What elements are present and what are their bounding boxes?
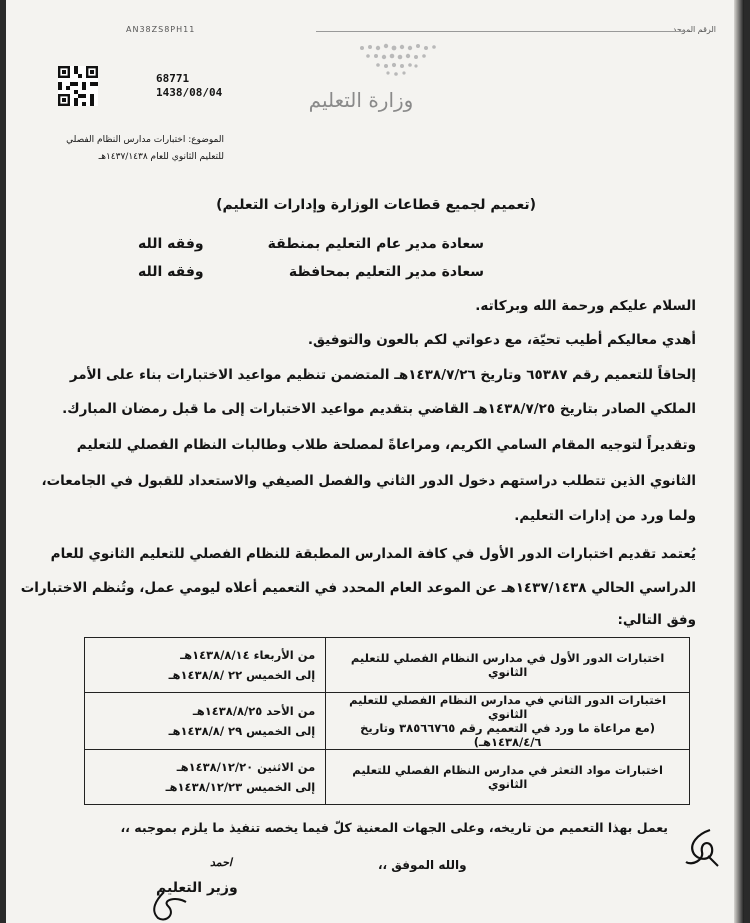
initials-scribble-icon	[680, 826, 722, 870]
paragraph-2-line-2: الثانوي الذين تتطلب دراستهم دخول الدور الثاني والفصل الصيفي والاستعداد للقبول في الجامعات،	[41, 473, 696, 489]
paragraph-1-line-2: الملكي الصادر بتاريخ ١٤٣٨/٧/٢٥هـ القاضي بتقديم مواعيد الاختبارات إلى ما قبل رمضان المبارك.	[62, 401, 696, 417]
exam-name: اختبارات الدور الثاني في مدارس النظام الفصلي للتعليم الثانوي	[349, 693, 667, 721]
exam-to-date: إلى الخميس ١٤٣٨/١٢/٢٣هـ	[165, 780, 316, 794]
paragraph-2-line-1: وتقديراً لتوجيه المقام السامي الكريم، ومراعاةً لمصلحة طلاب وطالبات النظام الفصلي للتعليم	[76, 437, 696, 453]
blessing-2: وفقه الله	[138, 264, 204, 280]
reference-rule	[316, 31, 688, 32]
exam-dates-cell	[85, 638, 326, 693]
subject-block	[6, 132, 224, 166]
addressee-2: سعادة مدير التعليم بمحافظة	[288, 264, 484, 280]
subject-line-2: للتعليم الثانوي للعام ١٤٣٧/١٤٣٨هـ	[98, 152, 224, 162]
exam-name: اختبارات الدور الأول في مدارس النظام الفصلي للتعليم الثانوي	[350, 651, 665, 679]
intro-line: أهدي معاليكم أطيب تحيّة، مع دعواتي لكم بالعون والتوفيق.	[307, 332, 696, 348]
paragraph-3-line-1: يُعتمد تقديم اختبارات الدور الأول في كافة المدارس المطبقة للنظام الفصلي للتعليم الثانوي للعام	[50, 546, 696, 562]
exam-from-date: من الاثنين ١٤٣٨/١٢/٢٠هـ	[176, 760, 316, 774]
signatory-name: احمد	[210, 856, 232, 869]
closing-phrase: والله الموفق ،،	[378, 858, 467, 872]
exam-name-cell	[326, 693, 690, 750]
exam-name-cell	[326, 750, 690, 805]
signatory-title: وزير التعليم	[156, 880, 238, 896]
table-row	[85, 750, 690, 805]
ministry-name: وزارة التعليم	[308, 88, 414, 112]
exam-schedule-table	[84, 637, 690, 805]
paragraph-3-line-2: الدراسي الحالي ١٤٣٧/١٤٣٨هـ عن الموعد العام المحدد في التعميم أعلاه ليومي عمل، وتُنظم الاختبارات	[20, 580, 696, 596]
reference-label: الرقم الموحد	[672, 25, 716, 34]
greeting: السلام عليكم ورحمة الله وبركاته.	[475, 298, 696, 314]
exam-from-date: من الأحد ١٤٣٨/٨/٢٥هـ	[192, 704, 316, 718]
qr-code-icon	[58, 66, 98, 106]
signature-icon	[146, 890, 206, 923]
exam-name-cell	[326, 638, 690, 693]
table-row	[85, 638, 690, 693]
exam-dates-cell	[85, 693, 326, 750]
exam-to-date: إلى الخميس ٢٢ /١٤٣٨/٨هـ	[168, 668, 316, 682]
paragraph-1-line-1: إلحاقاً للتعميم رقم ٦٥٣٨٧ وتاريخ ١٤٣٨/٧/٢٦هـ المتضمن تنظيم مواعيد الاختبارات بناء على الأمر	[69, 367, 696, 383]
exam-from-date: من الأربعاء ١٤٣٨/٨/١٤هـ	[180, 648, 316, 662]
letter-number: 68771	[156, 72, 190, 85]
reference-serial: AN38ZS8PH11	[126, 25, 196, 34]
paragraph-3-line-3: وفق التالي:	[617, 612, 696, 628]
exam-name: اختبارات مواد التعثر في مدارس النظام الفصلي للتعليم الثانوي	[352, 763, 663, 791]
exam-dates-cell	[85, 750, 326, 805]
circular-title: (تعميم لجميع قطاعات الوزارة وإدارات التعليم)	[216, 197, 536, 213]
ministry-logo-icon	[354, 42, 444, 82]
table-row	[85, 693, 690, 750]
exam-note: (مع مراعاة ما ورد في التعميم رقم ٣٨٥٦٦٧٦٥ وتاريخ ١٤٣٨/٤/٦هـ)	[360, 721, 656, 749]
letter-date: 1438/08/04	[156, 86, 223, 99]
subject-line-1: الموضوع: اختبارات مدارس النظام الفصلي	[66, 135, 224, 145]
effective-statement: يعمل بهذا التعميم من تاريخه، وعلى الجهات المعنية كلّ فيما يخصه تنفيذ ما يلزم بموجبه ،،	[120, 820, 668, 835]
exam-to-date: إلى الخميس ٢٩ /١٤٣٨/٨هـ	[168, 724, 316, 738]
scanned-letter	[6, 0, 744, 923]
paragraph-2-line-3: ولما ورد من إدارات التعليم.	[514, 508, 696, 524]
reference-line	[126, 22, 716, 40]
blessing-1: وفقه الله	[138, 236, 204, 252]
page-edge-shadow	[734, 0, 744, 923]
addressee-1: سعادة مدير عام التعليم بمنطقة	[267, 236, 484, 252]
